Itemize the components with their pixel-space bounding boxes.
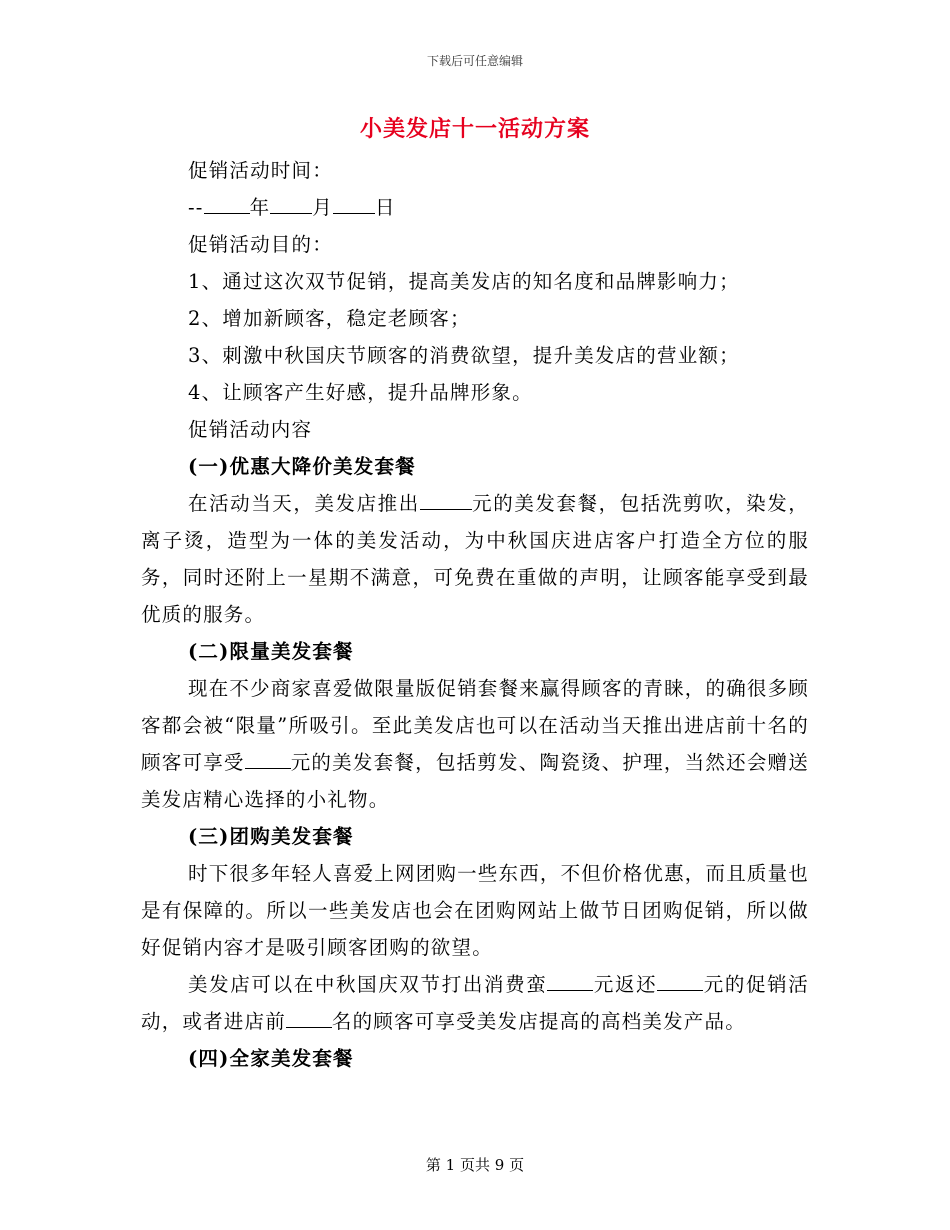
document-title: 小美发店十一活动方案: [359, 116, 590, 142]
date-prefix: --: [188, 196, 204, 219]
month-blank: [270, 193, 312, 214]
section-2-paragraph: 现在不少商家喜爱做限量版促销套餐来赢得顾客的青睐，的确很多顾客都会被“限量”所吸引。至此美发店也可以在活动当天推出进店前十名的顾客可享受 元的美发套餐，包括剪发、陶瓷烫、护理，当然还会赠送美发店精心选择的小礼物。: [141, 677, 810, 811]
goal-item: 2、增加新顾客，稳定老顾客；: [188, 307, 471, 330]
section-3-paragraph-1: 时下很多年轻人喜爱上网团购一些东西，不但价格优惠，而且质量也是有保障的。所以一些美发店也会在团购网站上做节日团购促销，所以做好促销内容才是吸引顾客团购的欲望。: [141, 862, 810, 959]
goal-label: 促销活动目的：: [188, 233, 333, 256]
year-blank: [204, 193, 250, 214]
section-3-paragraph-2: 美发店可以在中秋国庆双节打出消费蛮 元返还 元的促销活动，或者进店前 名的顾客可享受美发店提高的高档美发产品。: [141, 966, 809, 1040]
goal-item: 4、让顾客产生好感，提升品牌形象。: [188, 381, 533, 404]
date-line: [141, 189, 809, 226]
section-1-paragraph: 在活动当天，美发店推出 元的美发套餐，包括洗剪吹，染发，离子烫，造型为一体的美发活动，为中秋国庆进店客户打造全方位的服务，同时还附上一星期不满意，可免费在重做的声明，让顾客能享受到最优质的服务。: [141, 485, 809, 633]
section-heading-4: (四)全家美发套餐: [188, 1047, 354, 1070]
day-char: 日: [374, 196, 396, 219]
amount-blank: [547, 970, 593, 991]
price-blank: [420, 489, 472, 510]
goal-item: 3、刺激中秋国庆节顾客的消费欲望，提升美发店的营业额；: [188, 344, 740, 367]
document-body: [141, 152, 809, 1077]
content-label: 促销活动内容: [188, 418, 313, 441]
section-heading-1: (一)优惠大降价美发套餐: [188, 455, 416, 478]
section-heading-3: (三)团购美发套餐: [188, 825, 354, 848]
page-header: 下载后可任意编辑: [426, 54, 523, 68]
time-label: 促销活动时间：: [188, 159, 333, 182]
day-blank: [333, 193, 375, 214]
price-blank: [245, 748, 291, 769]
month-char: 月: [312, 196, 333, 219]
count-blank: [286, 1007, 332, 1028]
return-blank: [657, 970, 703, 991]
page-footer: 第 1 页共 9 页: [425, 1156, 525, 1174]
year-char: 年: [249, 196, 271, 219]
section-heading-2: (二)限量美发套餐: [188, 640, 354, 663]
goal-item: 1、通过这次双节促销，提高美发店的知名度和品牌影响力；: [188, 270, 740, 293]
